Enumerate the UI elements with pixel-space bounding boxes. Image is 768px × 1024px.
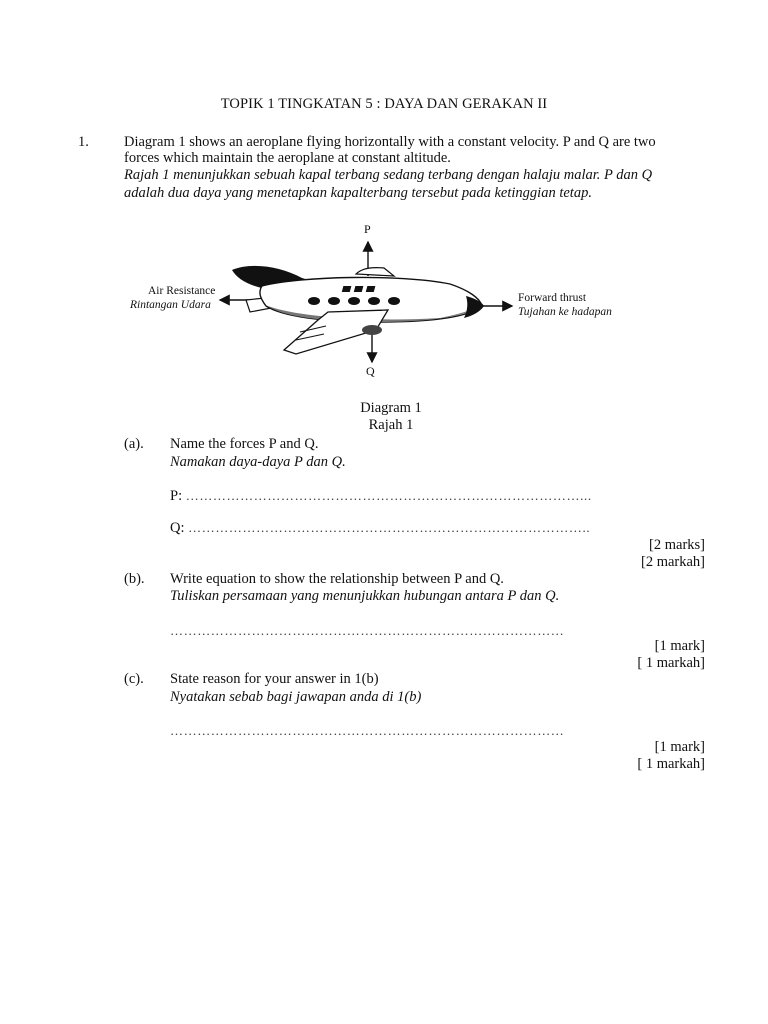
page-title: TOPIK 1 TINGKATAN 5 : DAYA DAN GERAKAN II <box>220 96 548 112</box>
answer-line-q[interactable] <box>170 520 590 537</box>
question-stem-en-line-1: Diagram 1 shows an aeroplane flying horizontally with a constant velocity. P and Q are two <box>124 134 656 150</box>
cockpit-window <box>354 286 364 292</box>
top-hatch <box>356 268 394 276</box>
part-a-question: Name the forces P and Q. <box>170 436 319 452</box>
air-resistance-label: Air Resistance <box>148 285 216 297</box>
window <box>348 297 360 305</box>
label-p: P <box>364 222 371 236</box>
cockpit-window <box>366 286 376 292</box>
answer-line-c[interactable]: …………………………………………………………………………… <box>170 723 565 738</box>
engine <box>362 325 382 335</box>
part-c-marks: [1 mark] <box>654 739 705 755</box>
air-resistance-label-ms: Rintangan Udara <box>130 299 211 311</box>
part-b-question-ms: Tuliskan persamaan yang menunjukkan hubungan antara P dan Q. <box>170 588 560 604</box>
part-c-label: (c). <box>124 671 144 687</box>
part-c-question: State reason for your answer in 1(b) <box>170 671 379 687</box>
answer-q-dots: …………………………………………………………………………….. <box>188 520 591 535</box>
window <box>388 297 400 305</box>
diagram-caption: Diagram 1 <box>360 400 422 416</box>
question-number: 1. <box>78 134 89 150</box>
label-q: Q <box>366 364 375 378</box>
part-a-marks-ms: [2 markah] <box>640 554 705 570</box>
question-stem-en-line-2: forces which maintain the aeroplane at constant altitude. <box>124 150 451 166</box>
part-b-question: Write equation to show the relationship between P and Q. <box>170 571 504 587</box>
window <box>368 297 380 305</box>
part-c-question-ms: Nyatakan sebab bagi jawapan anda di 1(b) <box>170 689 422 705</box>
part-b-marks: [1 mark] <box>654 638 705 654</box>
part-c-marks-ms: [ 1 markah] <box>637 756 705 772</box>
answer-line-b[interactable]: …………………………………………………………………………… <box>170 623 565 638</box>
question-stem-ms-line-1: Rajah 1 menunjukkan sebuah kapal terbang sedang terbang dengan halaju malar. P dan Q <box>124 167 653 183</box>
answer-p-prefix: P: <box>170 488 186 504</box>
part-b-label: (b). <box>124 571 145 587</box>
cockpit-window <box>342 286 352 292</box>
part-b-marks-ms: [ 1 markah] <box>637 655 705 671</box>
part-a-label: (a). <box>124 436 144 452</box>
part-a-marks: [2 marks] <box>649 537 705 553</box>
answer-q-prefix: Q: <box>170 520 189 536</box>
diagram-caption-ms: Rajah 1 <box>368 417 414 433</box>
answer-p-dots: ……………………………………………………………………………... <box>185 488 592 503</box>
forward-thrust-label: Forward thrust <box>518 292 587 304</box>
answer-line-p[interactable] <box>170 488 592 505</box>
question-stem-ms-line-2: adalah dua daya yang menetapkan kapalterbang tersebut pada ketinggian tetap. <box>124 185 592 201</box>
window <box>328 297 340 305</box>
aeroplane-diagram <box>0 0 768 400</box>
forward-thrust-label-ms: Tujahan ke hadapan <box>518 306 612 318</box>
window <box>308 297 320 305</box>
part-a-question-ms: Namakan daya-daya P dan Q. <box>170 454 346 470</box>
